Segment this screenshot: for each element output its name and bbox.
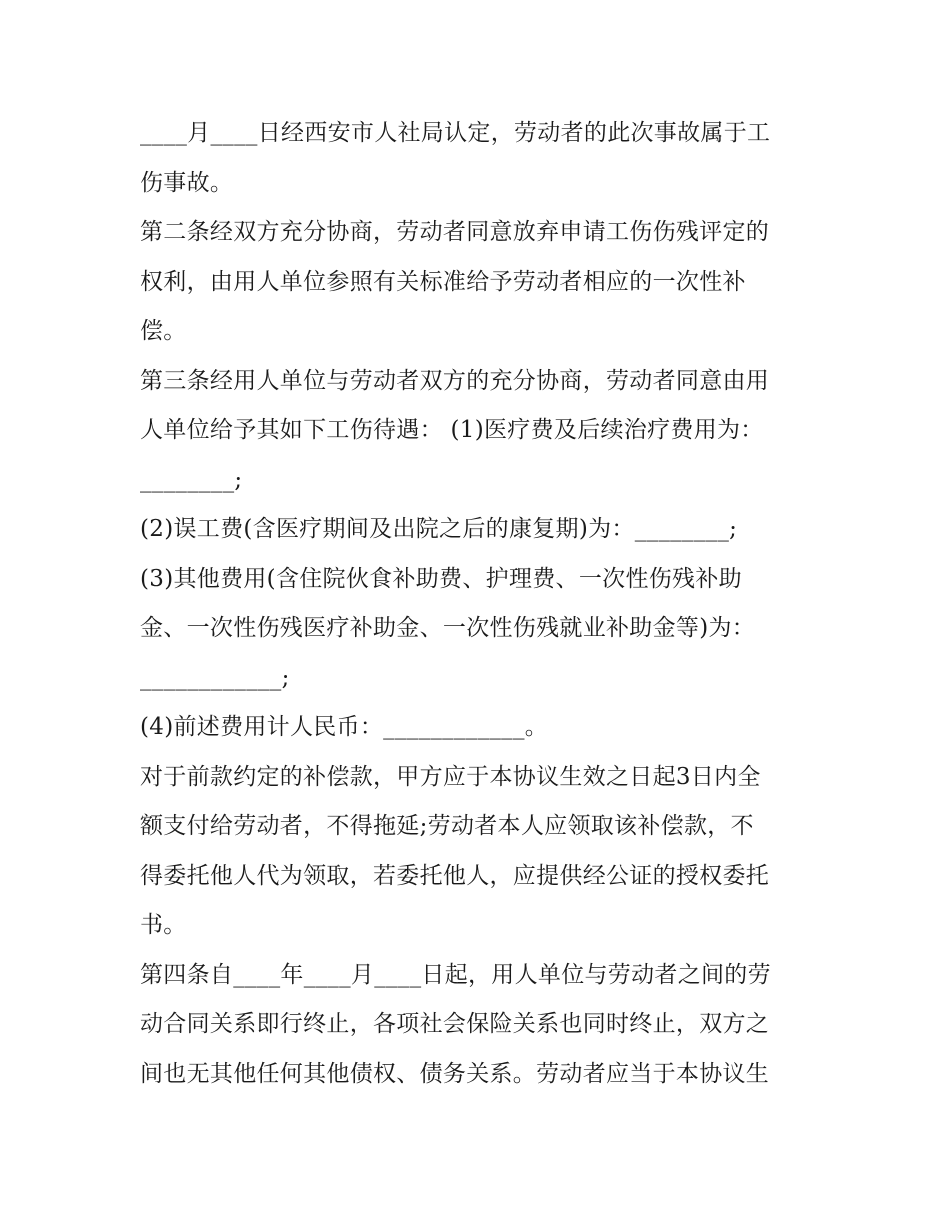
text-line: 金、一次性伤残医疗补助金、一次性伤残就业补助金等)为： bbox=[140, 615, 756, 641]
text-line: 第四条自____年____月____日起，用人单位与劳动者之间的劳 bbox=[140, 961, 771, 988]
text-line: 第三条经用人单位与劳动者双方的充分协商，劳动者同意由用 bbox=[140, 367, 770, 394]
text-line: 对于前款约定的补偿款，甲方应于本协议生效之日起3日内全 bbox=[140, 763, 761, 790]
text-line: 间也无其他任何其他债权、债务关系。劳动者应当于本协议生 bbox=[140, 1060, 770, 1087]
text-line: ________; bbox=[140, 466, 243, 493]
text-line: 权利，由用人单位参照有关标准给予劳动者相应的一次性补 bbox=[140, 268, 746, 295]
text-line: 第二条经双方充分协商，劳动者同意放弃申请工伤伤残评定的 bbox=[140, 219, 770, 245]
text-line: 书。 bbox=[140, 912, 187, 938]
text-line: (3)其他费用(含住院伙食补助费、护理费、一次性伤残补助 bbox=[140, 565, 742, 592]
text-line: 得委托他人代为领取，若委托他人，应提供经公证的授权委托 bbox=[140, 862, 770, 889]
text-line: 人单位给予其如下工伤待遇： (1)医疗费及后续治疗费用为： bbox=[140, 417, 764, 443]
text-line: 偿。 bbox=[140, 318, 187, 344]
document-body bbox=[140, 109, 820, 1099]
text-line: 动合同关系即行终止，各项社会保险关系也同时终止，双方之 bbox=[140, 1011, 770, 1037]
text-line: 额支付给劳动者，不得拖延;劳动者本人应领取该补偿款，不 bbox=[140, 813, 754, 839]
text-line: (2)误工费(含医疗期间及出院之后的康复期)为：________; bbox=[140, 516, 738, 542]
text-line: (4)前述费用计人民币：____________。 bbox=[140, 714, 549, 740]
text-line: ____________; bbox=[140, 664, 290, 691]
text-line: 伤事故。 bbox=[140, 169, 234, 196]
text-line: ____月____日经西安市人社局认定，劳动者的此次事故属于工 bbox=[140, 120, 771, 146]
